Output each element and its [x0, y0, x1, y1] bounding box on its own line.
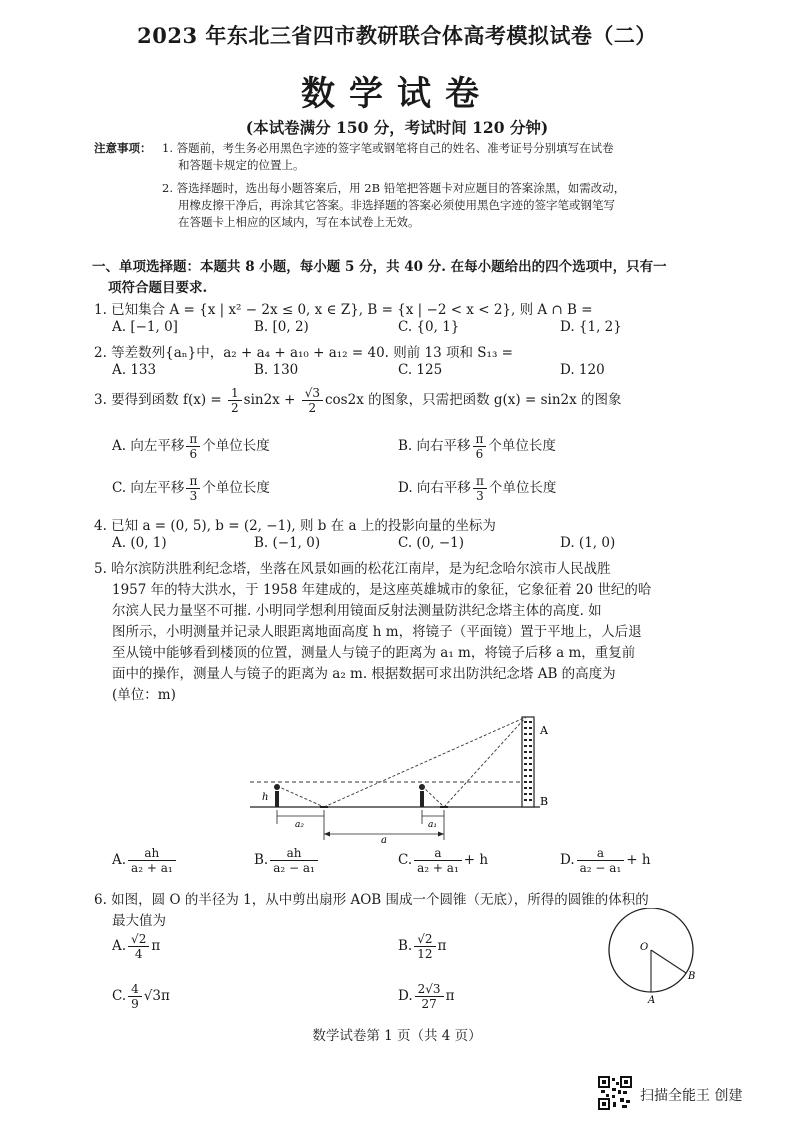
- q6-option-b: B. $\frac{√2}{12}$ π: [398, 932, 447, 961]
- q3-option-a: A. 向左平移 $\frac{\pi}{6}$ 个单位长度: [112, 432, 270, 461]
- label-A: A: [648, 995, 656, 1004]
- ray-1-out: [324, 717, 526, 807]
- mirror-2: [440, 806, 448, 808]
- q5-figure: [250, 712, 560, 844]
- q5-line-4: 图所示，小明测量并记录人眼距离地面高度 h m，将镜子（平面镜）置于平地上，人后退: [112, 624, 642, 640]
- exam-meta: (本试卷满分 150 分，考试时间 120 分钟): [245, 118, 549, 137]
- label-O: O: [640, 942, 649, 953]
- q1-option-a: A. [−1, 0]: [112, 319, 178, 335]
- q6-line-2: 最大值为: [112, 913, 166, 929]
- ray-1-in: [277, 786, 324, 807]
- q1-option-b: B. [0, 2): [254, 319, 309, 335]
- q1-option-d: D. {1, 2}: [560, 319, 622, 335]
- q5-option-b: B. $\frac{ah}{\text{a₂ − a₁}}$: [254, 846, 320, 875]
- section-1-line-1: 一、单项选择题：本题共 8 小题，每小题 5 分，共 40 分. 在每小题给出的四个选项中，只有一: [92, 259, 667, 275]
- q4-option-c: C. (0, −1): [398, 535, 465, 551]
- q4-stem: 4. 已知 a = (0, 5), b = (2, −1), 则 b 在 a 上的投影向量的坐标为: [94, 518, 496, 534]
- subject-title: 数学试卷: [301, 74, 493, 114]
- q2-option-a: A. 133: [112, 362, 157, 378]
- q5-line-3: 尔滨人民力量坚不可摧. 小明同学想利用镜面反射法测量防洪纪念塔主体的高度. 如: [112, 603, 602, 619]
- q5-line-1: 5. 哈尔滨防洪胜利纪念塔，坐落在风景如画的松花江南岸，是为纪念哈尔滨市人民战胜: [94, 561, 611, 577]
- q3-stem: 3. 要得到函数 f(x) = $\frac{1}{2}$ sin2x + $\frac{√3}{2}$ cos2x 的图象，只需把函数 g(x) = sin2x 的图象: [94, 386, 622, 415]
- q6-option-c: C. $\frac{4}{9}$ √3π: [112, 982, 170, 1011]
- q5-option-a: A. $\frac{ah}{\text{a₂ + a₁}}$: [112, 846, 178, 875]
- label-a: a: [381, 835, 387, 844]
- label-B: B: [540, 795, 549, 808]
- exam-title: 2023 年东北三省四市教研联合体高考模拟试卷（二）: [137, 23, 657, 48]
- q4-option-d: D. (1, 0): [560, 535, 616, 551]
- q1-option-c: C. {0, 1}: [398, 319, 460, 335]
- q5-line-7: (单位：m): [112, 687, 176, 703]
- person-1: [274, 784, 280, 807]
- label-A: A: [540, 724, 548, 737]
- q2-stem: 2. 等差数列{aₙ}中，a₂ + a₄ + a₁₀ + a₁₂ = 40. 则前 13 项和 S₁₃ =: [94, 345, 513, 361]
- mirror-1: [320, 806, 328, 808]
- q3-option-b: B. 向右平移 $\frac{\pi}{6}$ 个单位长度: [398, 432, 556, 461]
- q6-option-d: D. $\frac{2√3}{27}$ π: [398, 982, 455, 1011]
- note-1-line-1: 1. 答题前，考生务必用黑色字迹的签字笔或钢笔将自己的姓名、准考证号分别填写在试卷: [162, 141, 614, 155]
- q3-option-c: C. 向左平移 $\frac{\pi}{3}$ 个单位长度: [112, 474, 270, 503]
- q1-stem: 1. 已知集合 A = {x | x² − 2x ≤ 0, x ∈ Z}, B = {x | −2 < x < 2}, 则 A ∩ B =: [94, 302, 593, 318]
- q3-frac-root3-half: $\frac{√3}{2}$: [302, 386, 323, 415]
- label-a2: a₂: [295, 820, 304, 830]
- radius-OB: [651, 950, 686, 973]
- q3-frac-half: $\frac{1}{2}$: [228, 386, 242, 415]
- q4-option-a: A. (0, 1): [112, 535, 167, 551]
- q6-line-1: 6. 如图，圆 O 的半径为 1，从中剪出扇形 AOB 围成一个圆锥（无底），所得的圆锥的体积的: [94, 892, 649, 908]
- label-h: h: [262, 792, 269, 803]
- q3-option-d: D. 向右平移 $\frac{\pi}{3}$ 个单位长度: [398, 474, 557, 503]
- q5-line-5: 至从镜中能够看到楼顶的位置，测量人与镜子的距离为 a₁ m，将镜子后移 a m，重复前: [112, 645, 636, 661]
- note-1-line-2: 和答题卡规定的位置上。: [178, 158, 305, 172]
- note-2-line-1: 2. 答选择题时，选出每小题答案后，用 2B 铅笔把答题卡对应题目的答案涂黑，如需改动，: [162, 181, 626, 195]
- label-a1: a₁: [428, 820, 437, 830]
- ray-2-in: [422, 786, 444, 807]
- q5-option-d: D. $\frac{a}{\text{a₂ − a₁}}$ + h: [560, 846, 651, 875]
- label-B: B: [688, 971, 696, 982]
- q5-line-6: 面中的操作，测量人与镜子的距离为 a₂ m. 根据数据可求出防洪纪念塔 AB 的高度为: [112, 666, 616, 682]
- q2-option-b: B. 130: [254, 362, 299, 378]
- ray-2-out: [444, 717, 526, 807]
- notes-label: 注意事项：: [94, 141, 152, 155]
- q5-line-2: 1957 年的特大洪水，于 1958 年建成的，是这座英雄城市的象征，它象征着 20 世纪的哈: [112, 582, 652, 598]
- q6-figure: [598, 908, 710, 1004]
- q5-option-c: C. $\frac{a}{\text{a₂ + a₁}}$ + h: [398, 846, 489, 875]
- scanner-brand: 扫描全能王 创建: [640, 1088, 743, 1104]
- qr-code-icon: [598, 1076, 632, 1110]
- note-2-line-2: 用橡皮擦干净后，再涂其它答案。非选择题的答案必须使用黑色字迹的签字笔或钢笔写: [178, 198, 615, 212]
- q6-option-a: A. $\frac{√2}{4}$ π: [112, 932, 161, 961]
- note-2-line-3: 在答题卡上相应的区域内，写在本试卷上无效。: [178, 215, 420, 229]
- q2-option-d: D. 120: [560, 362, 605, 378]
- tower: [522, 717, 534, 807]
- q4-option-b: B. (−1, 0): [254, 535, 321, 551]
- page-footer: 数学试卷第 1 页（共 4 页）: [312, 1028, 482, 1044]
- q2-option-c: C. 125: [398, 362, 443, 378]
- section-1-line-2: 项符合题目要求.: [108, 280, 208, 296]
